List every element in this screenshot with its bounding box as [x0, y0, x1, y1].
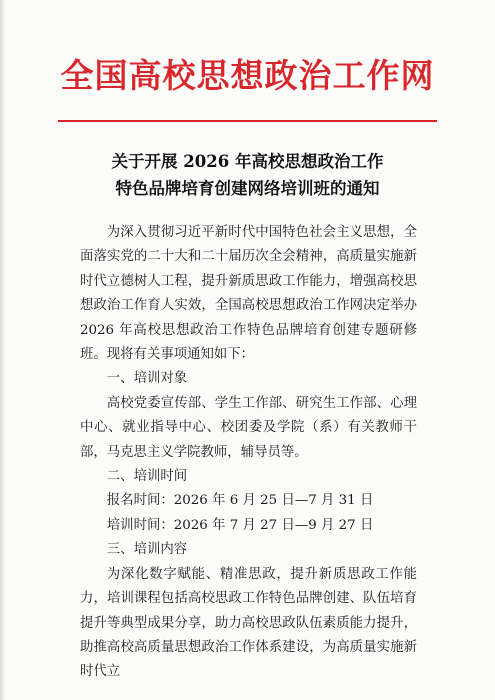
training-time: 培训时间：2026 年 7 月 27 日—9 月 27 日: [106, 517, 374, 533]
masthead-red-rule: [58, 120, 437, 122]
notice-title-line-1: 关于开展 2026 年高校思想政治工作: [111, 152, 384, 171]
notice-title: [40, 148, 455, 202]
section-3-heading: 三、培训内容: [106, 542, 188, 558]
intro-paragraph: 为深入贯彻习近平新时代中国特色社会主义思想，全面落实党的二十大和二十届历次全会精神，高质量实施新时代立德树人工程，提升新质思政工作能力，增强高校思想政治工作育人实效，全国高校思想政治工作网决定举办 2026 年高校思想政治工作特色品牌培育创建专题研修班。现将有关事项通知如下：: [80, 225, 417, 363]
masthead-title: 全国高校思想政治工作网: [60, 56, 435, 95]
registration-time: 报名时间：2026 年 6 月 25 日—7 月 31 日: [106, 493, 374, 509]
section-3-paragraph: 为深化数字赋能、精准思政，提升新质思政工作能力，培训课程包括高校思政工作特色品牌创建、队伍培育提升等典型成果分享，助力高校思政队伍素质能力提升，助推高校高质量思想政治工作体系建设，为高质量实施新时代立: [80, 566, 417, 680]
section-2-heading: 二、培训时间: [106, 469, 188, 485]
notice-body: [80, 221, 417, 685]
section-1-paragraph: 高校党委宣传部、学生工作部、研究生工作部、心理中心、就业指导中心、校团委及学院（系）有关教师干部，马克思主义学院教师，辅导员等。: [80, 395, 417, 460]
section-1-heading: 一、培训对象: [106, 371, 188, 387]
notice-title-line-2: 特色品牌培育创建网络培训班的通知: [115, 179, 380, 198]
page-edge-shadow: [0, 0, 5, 700]
